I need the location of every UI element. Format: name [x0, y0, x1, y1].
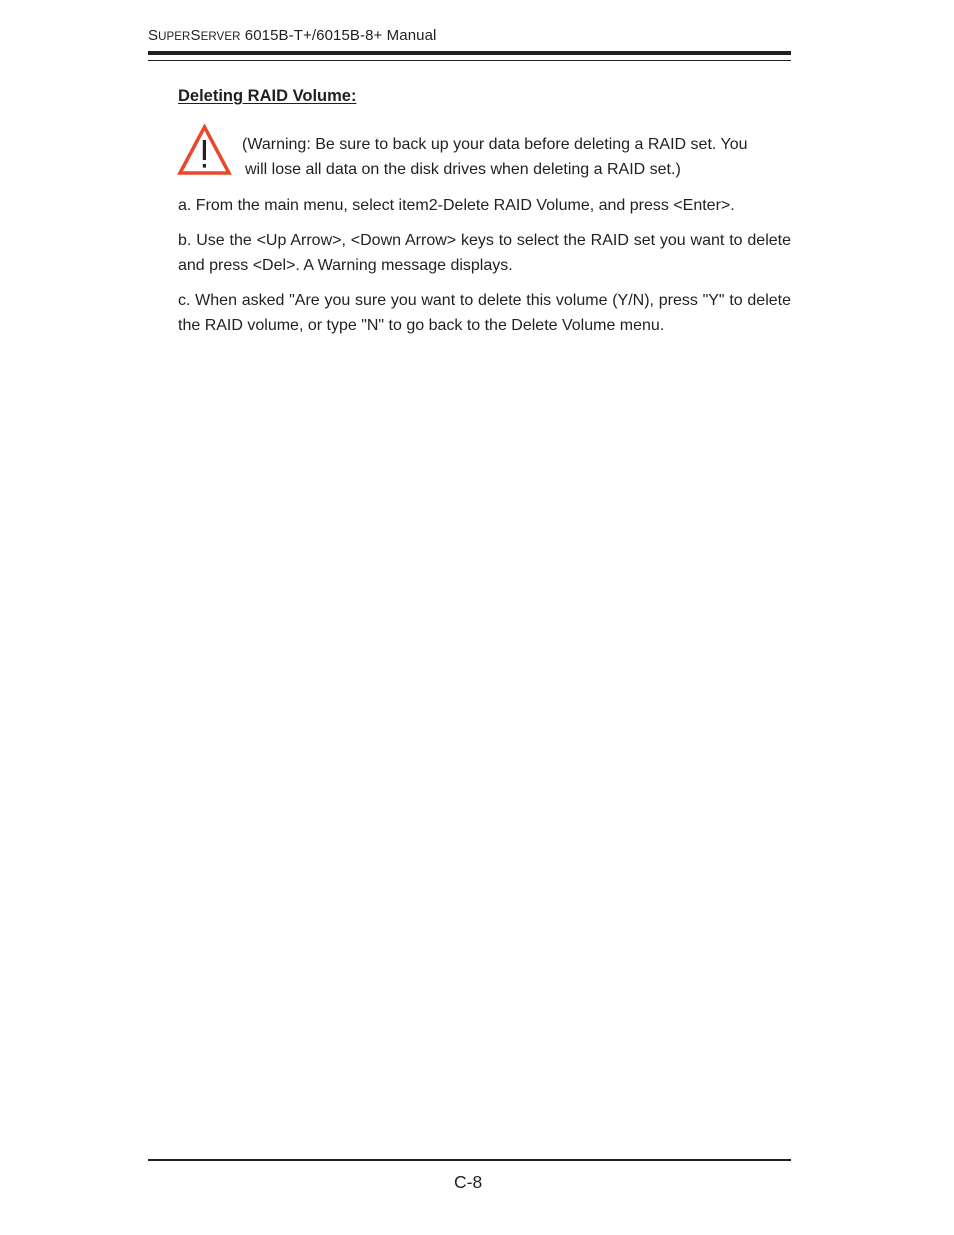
- warning-exclamation-bar: [203, 140, 206, 160]
- header-model: 6015B-T+/6015B-8+ Manual: [240, 27, 437, 44]
- step-a-paragraph: a. From the main menu, select item2-Delete RAID Volume, and press <Enter>.: [178, 197, 735, 214]
- footer-rule: [148, 1159, 791, 1161]
- warning-triangle-icon: [177, 124, 232, 176]
- warning-message: [242, 132, 790, 182]
- header-thick-rule: [148, 51, 791, 55]
- step-c-paragraph: c. When asked "Are you sure you want to delete this volume (Y/N), press "Y" to delete the RAID volume, or type "N" to go back to the Delete Volume menu.: [178, 292, 791, 334]
- header-small-caps-erver: ERVER: [200, 31, 241, 43]
- header-small-caps-uper: UPER: [158, 31, 191, 43]
- step-b-paragraph: b. Use the <Up Arrow>, <Down Arrow> keys to select the RAID set you want to delete and press <Del>. A Warning message displays.: [178, 232, 791, 274]
- warning-line-2: will lose all data on the disk drives when deleting a RAID set.): [245, 161, 681, 178]
- header-thin-rule: [148, 60, 791, 61]
- warning-line-1: (Warning: Be sure to back up your data before deleting a RAID set. You: [242, 136, 748, 153]
- header-initial-s1: S: [148, 27, 159, 44]
- page-number: C-8: [454, 1172, 483, 1192]
- header-initial-s2: S: [190, 27, 201, 44]
- running-header-title: [148, 27, 436, 44]
- warning-exclamation-dot: [203, 164, 206, 168]
- section-heading: Deleting RAID Volume:: [178, 87, 357, 105]
